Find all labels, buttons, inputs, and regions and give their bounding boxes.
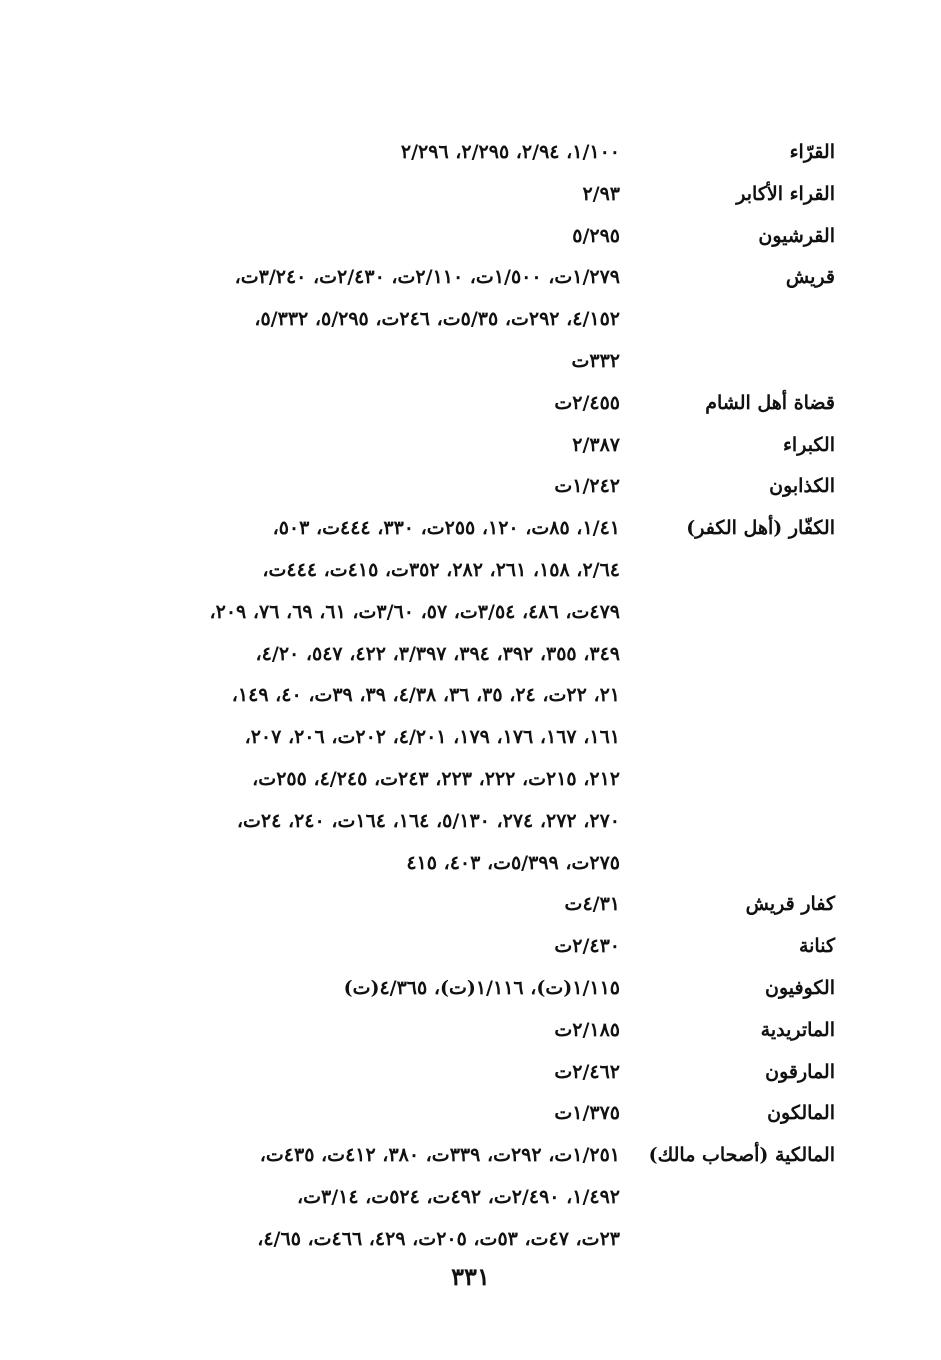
reference-line: ٢/١٨٥ت — [554, 1018, 620, 1041]
index-term: الكذابون — [769, 475, 835, 498]
index-term: القراء الأكابر — [736, 182, 835, 205]
reference-line: ١/١٠٠، ٢/٩٤، ٢/٢٩٥، ٢/٢٩٦ — [400, 141, 620, 163]
index-entry — [100, 926, 835, 968]
reference-line: ٢/٤٣٠ت — [554, 935, 620, 958]
index-references — [100, 383, 620, 425]
index-term: القرّاء — [789, 141, 835, 163]
index-references — [100, 968, 620, 1010]
reference-line: ٣٤٩، ٣٥٥، ٣٩٢، ٣٩٤، ٣/٣٩٧، ٤٢٢، ٥٤٧، ٤/٢٠، — [255, 642, 620, 665]
index-term: القرشيون — [758, 224, 835, 247]
reference-line: ٢/٦٤، ١٥٨، ٢٦١، ٢٨٢، ٣٥٢ت، ٤١٥ت، ٤٤٤ت، — [262, 558, 620, 581]
index-term: الماتريدية — [760, 1018, 835, 1041]
index-entry — [100, 466, 835, 508]
reference-line: ٤/٣١ت — [564, 893, 620, 916]
reference-line: ٢١٢، ٢١٥ت، ٢٢٢، ٢٢٣، ٢٤٣ت، ٤/٢٤٥، ٢٥٥ت، — [252, 767, 620, 790]
index-entry — [100, 884, 835, 926]
reference-line: ١/٤٩٢، ٢/٤٩٠ت، ٤٩٢ت، ٥٢٤ت، ٣/١٤ت، — [296, 1185, 620, 1208]
reference-line: ١٦١، ١٦٧، ١٧٦، ١٧٩، ٤/٢٠١، ٢٠٢ت، ٢٠٦، ٢٠٧، — [244, 726, 620, 749]
index-references — [100, 1135, 620, 1260]
index-entry — [100, 1135, 835, 1260]
reference-line: ٢/٤٦٢ت — [554, 1060, 620, 1083]
reference-line: ٢/٤٥٥ت — [554, 391, 620, 414]
index-entry — [100, 216, 835, 258]
reference-line: ١/٢٧٩ت، ١/٥٠٠ت، ٢/١١٠ت، ٢/٤٣٠ت، ٣/٢٤٠ت، — [234, 266, 620, 289]
index-entry — [100, 174, 835, 216]
reference-line: ٤٧٩ت، ٤٨٦، ٣/٥٤ت، ٥٧، ٣/٦٠ت، ٦١، ٦٩، ٧٦، ٢٠٩، — [209, 600, 620, 623]
index-references — [100, 174, 620, 216]
index-term: الكفّار (أهل الكفر) — [686, 517, 835, 540]
index-entry — [100, 968, 835, 1010]
index-references — [100, 216, 620, 258]
reference-line: ٢١، ٢٢ت، ٢٤، ٣٥، ٣٦، ٤/٣٨، ٣٩، ٣٩ت، ٤٠، ١٤٩، — [231, 684, 620, 707]
index-references — [100, 425, 620, 467]
reference-line: ٢٧٥ت، ٥/٣٩٩ت، ٤٠٣، ٤١٥ — [406, 851, 620, 874]
index-entry — [100, 257, 835, 382]
index-references — [100, 466, 620, 508]
index-references — [100, 926, 620, 968]
reference-line: ١/٣٧٥ت — [554, 1102, 620, 1125]
reference-line: ٢٧٠، ٢٧٢، ٢٧٤، ٥/١٣٠، ١٦٤، ١٦٤ت، ٢٤٠، ٢٤ت، — [236, 809, 620, 832]
index-references — [100, 1093, 620, 1135]
reference-line: ٤/١٥٢، ٢٩٢ت، ٥/٣٥ت، ٢٤٦ت، ٥/٢٩٥، ٥/٣٣٢، — [254, 308, 620, 331]
index-term: المالكية (أصحاب مالك) — [648, 1144, 835, 1167]
index-term: الكوفيون — [765, 976, 835, 999]
index-references — [100, 257, 620, 382]
index-entries — [100, 132, 835, 1261]
index-references — [100, 1010, 620, 1052]
index-term: الكبراء — [783, 433, 835, 456]
reference-line: ٢/٣٨٧ — [572, 433, 620, 456]
index-term: قضاة أهل الشام — [705, 391, 835, 414]
index-term: قريش — [785, 266, 835, 289]
reference-line: ١/١١٥(ت)، ١/١١٦(ت)، ٤/٣٦٥(ت) — [343, 976, 620, 999]
reference-line: ٣٣٢ت — [571, 349, 620, 372]
index-entry — [100, 425, 835, 467]
index-term: المالكون — [767, 1102, 835, 1125]
reference-line: ٢/٩٣ — [582, 182, 620, 205]
reference-line: ١/٤١، ٨٥ت، ١٢٠، ٢٥٥ت، ٣٣٠، ٤٤٤ت، ٥٠٣، — [272, 517, 620, 540]
index-entry — [100, 383, 835, 425]
index-references — [100, 884, 620, 926]
index-entry — [100, 132, 835, 174]
index-references — [100, 1052, 620, 1094]
index-references — [100, 508, 620, 884]
reference-line: ٥/٢٩٥ — [572, 224, 620, 247]
page-number: ٣٣١ — [451, 1262, 490, 1291]
index-entry — [100, 508, 835, 884]
index-entry — [100, 1010, 835, 1052]
index-term: المارقون — [765, 1060, 835, 1083]
index-term: كفار قريش — [745, 893, 835, 916]
reference-line: ٢٣ت، ٤٧ت، ٥٣ت، ٢٠٥ت، ٤٢٩، ٤٦٦ت، ٤/٦٥، — [257, 1227, 620, 1250]
index-term: كنانة — [798, 935, 835, 958]
reference-line: ١/٢٥١ت، ٢٩٢ت، ٣٣٩ت، ٣٨٠، ٤١٢ت، ٤٣٥ت، — [259, 1144, 620, 1167]
reference-line: ١/٢٤٢ت — [554, 475, 620, 498]
index-entry — [100, 1052, 835, 1094]
index-references — [100, 132, 620, 174]
index-entry — [100, 1093, 835, 1135]
